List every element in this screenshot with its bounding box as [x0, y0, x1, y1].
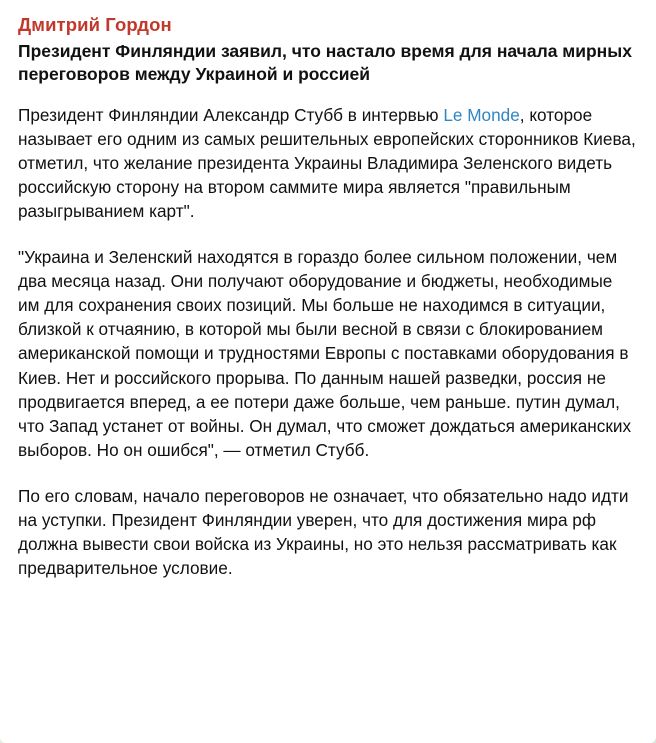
paragraph-2: "Украина и Зеленский находятся в гораздо более сильном положении, чем два месяца назад. Они получают оборудование и бюджеты, необходимые им для сохранения своих позиций. Мы больше не находимся в ситуации, близкой к отчаянию, в которой мы были весной в связи с блокированием американской помощи и трудностями Европы с поставками оборудования в Киев. Нет и российского прорыва. По данным нашей разведки, россия не продвигается вперед, а ее потери даже больше, чем раньше. путин думал, что Запад устанет от войны. Он думал, что сможет дождаться американских выборов. Но он ошибся", — отметил Стубб.: [18, 247, 632, 460]
channel-title[interactable]: Дмитрий Гордон: [18, 14, 172, 35]
le-monde-link[interactable]: Le Monde: [443, 104, 520, 125]
page-title: Президент Финляндии заявил, что настало время для начала мирных переговоров между Украиной и россией: [18, 41, 632, 85]
paragraph-3: По его словам, начало переговоров не означает, что обязательно надо идти на уступки. Президент Финляндии уверен, что для достижения мира рф должна вывести свои войска из Украины, но это нельзя рассматривать как предварительное условие.: [18, 485, 629, 579]
paragraph-1-text-after: , которое называет его одним из самых решительных европейских сторонников Киева, отметил, что желание президента Украины Владимира Зеленского видеть российскую сторону на втором саммите мира является "правильным разыгрыванием карт".: [18, 104, 636, 222]
paragraph-1-text-before: Президент Финляндии Александр Стубб в интервью: [18, 104, 444, 125]
paragraph-1: [18, 103, 638, 223]
